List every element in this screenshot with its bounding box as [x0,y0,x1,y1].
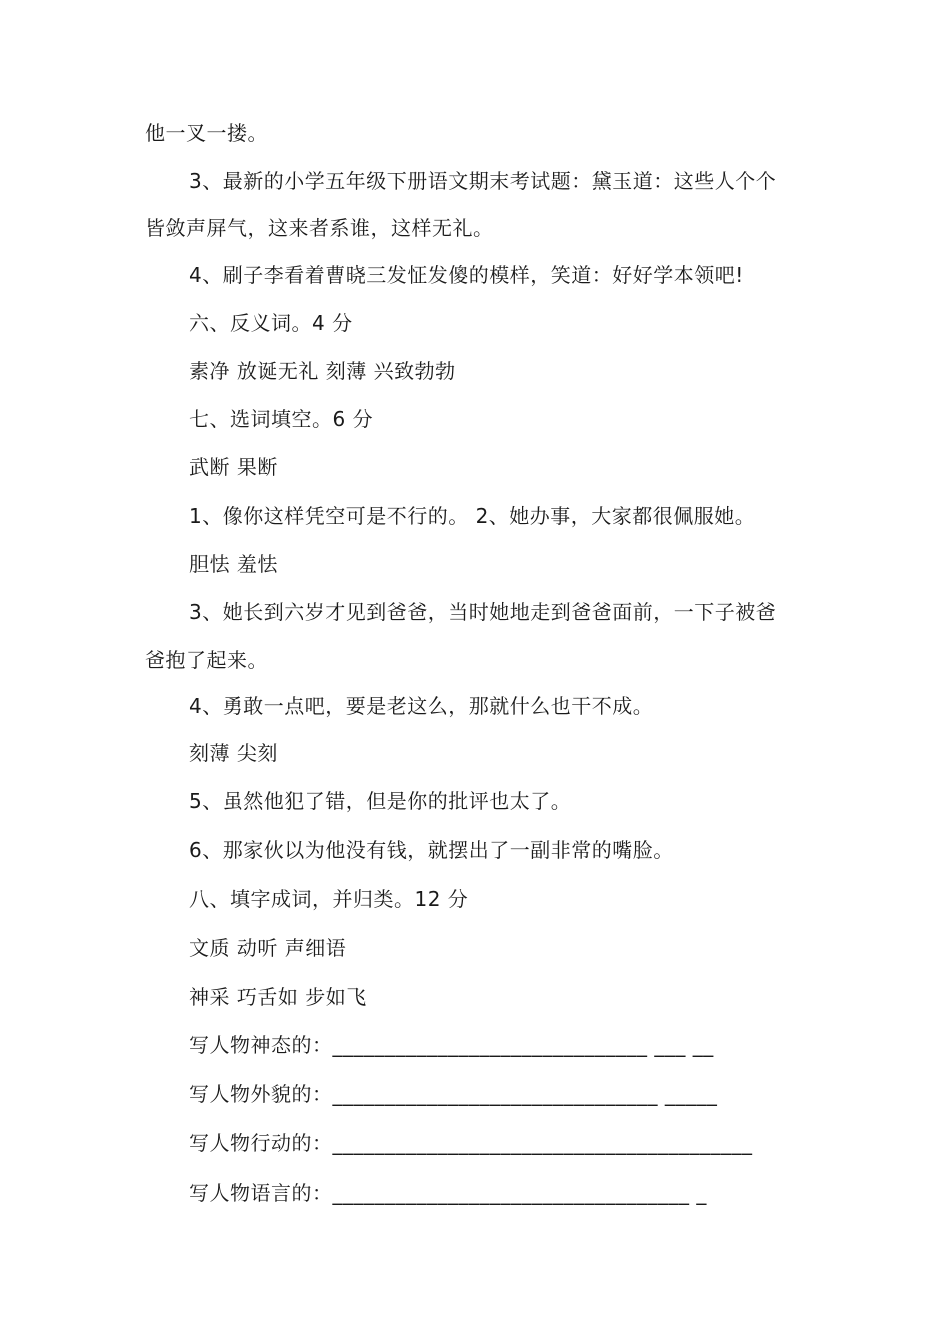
section-6-heading: 六、反义词。4 分 [189,311,353,335]
word-choice-group-3: 刻薄 尖刻 [189,741,278,765]
word-choice-group-2: 胆怯 羞怯 [189,552,278,576]
fill-words-row-2: 神采 巧舌如 步如飞 [189,985,367,1009]
fill-sentence-3-line-1: 3、她长到六岁才见到爸爸，当时她地走到爸爸面前，一下子被爸 [189,600,777,624]
word-choice-group-1: 武断 果断 [189,455,278,479]
antonym-words: 素净 放诞无礼 刻薄 兴致勃勃 [189,359,456,383]
category-expression-line: 写人物神态的：______________________________ ___ __ [189,1033,714,1057]
category-action-line: 写人物行动的：________________________________________ [189,1131,753,1155]
fill-sentence-3-line-2: 爸抱了起来。 [145,648,268,672]
question-3-line-2: 皆敛声屏气，这来者系谁，这样无礼。 [145,216,494,240]
text-line: 他一叉一搂。 [145,121,268,145]
section-7-heading: 七、选词填空。6 分 [189,407,374,431]
fill-sentence-4: 4、勇敢一点吧，要是老这么，那就什么也干不成。 [189,694,654,718]
fill-sentence-1-2: 1、像你这样凭空可是不行的。 2、她办事，大家都很佩服她。 [189,504,756,528]
question-3-line-1: 3、最新的小学五年级下册语文期末考试题：黛玉道：这些人个个 [189,169,777,193]
fill-sentence-5: 5、虽然他犯了错，但是你的批评也太了。 [189,789,572,813]
section-8-heading: 八、填字成词，并归类。12 分 [189,887,469,911]
fill-sentence-6: 6、那家伙以为他没有钱，就摆出了一副非常的嘴脸。 [189,838,674,862]
category-speech-line: 写人物语言的：__________________________________ _ [189,1181,707,1205]
fill-words-row-1: 文质 动听 声细语 [189,936,347,960]
category-appearance-line: 写人物外貌的：_______________________________ _____ [189,1082,718,1106]
question-4-line: 4、刷子李看着曹晓三发怔发傻的模样，笑道：好好学本领吧! [189,263,744,287]
